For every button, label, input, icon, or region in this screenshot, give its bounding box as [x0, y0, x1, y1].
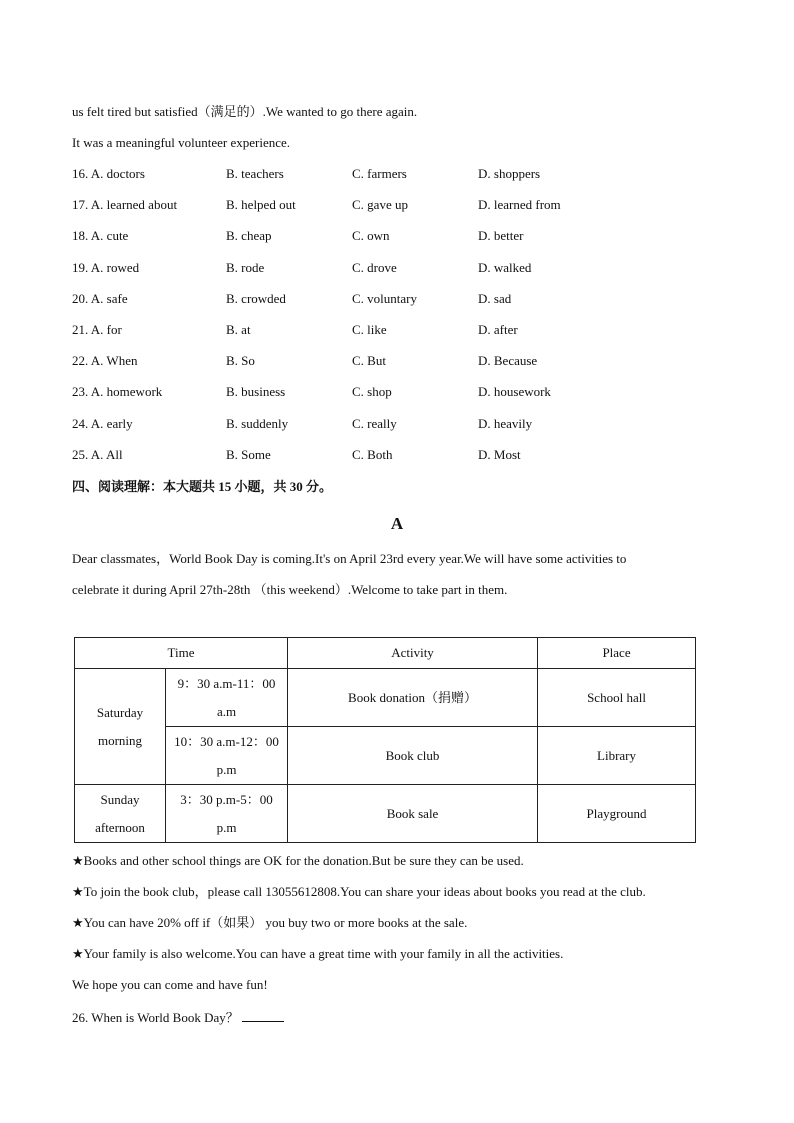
- table-row: [75, 669, 696, 727]
- option-b: B. rode: [226, 260, 265, 275]
- option-d: D. Because: [478, 353, 538, 368]
- option-a: 25. A. All: [72, 447, 123, 462]
- place-cell: Library: [538, 727, 696, 785]
- activity-schedule-table: [74, 637, 696, 843]
- option-d: D. sad: [478, 291, 512, 306]
- option-a: 16. A. doctors: [72, 166, 145, 181]
- table-header-row: [75, 638, 696, 669]
- option-d: D. after: [478, 322, 518, 337]
- table-row: [75, 727, 696, 785]
- table-row: [75, 785, 696, 843]
- note-family: ★Your family is also welcome.You can have a great time with your family in all the activities.: [72, 946, 564, 961]
- option-d: D. Most: [478, 447, 521, 462]
- option-d: D. learned from: [478, 197, 561, 212]
- activity-cell: Book club: [288, 727, 538, 785]
- option-c: C. shop: [352, 384, 392, 399]
- option-d: D. walked: [478, 260, 532, 275]
- option-c: C. farmers: [352, 166, 407, 181]
- option-c: C. voluntary: [352, 291, 417, 306]
- time-cell: 9：30 a.m-11：00 a.m: [166, 669, 288, 727]
- answer-blank[interactable]: [242, 1009, 284, 1022]
- option-a: 17. A. learned about: [72, 197, 178, 212]
- time-cell: 3：30 p.m-5：00 p.m: [166, 785, 288, 843]
- header-place: Place: [538, 638, 696, 669]
- option-b: B. at: [226, 322, 251, 337]
- header-time: Time: [75, 638, 288, 669]
- option-b: B. cheap: [226, 228, 272, 243]
- option-c: C. gave up: [352, 197, 408, 212]
- option-c: C. own: [352, 228, 390, 243]
- header-activity: Activity: [288, 638, 538, 669]
- question-26-text: 26. When is World Book Day？: [72, 1010, 239, 1025]
- option-d: D. better: [478, 228, 524, 243]
- note-donation: ★Books and other school things are OK for the donation.But be sure they can be used.: [72, 853, 524, 868]
- day-cell-saturday: Saturday morning: [75, 669, 166, 785]
- activity-cell: Book sale: [288, 785, 538, 843]
- passage-end-line-2: It was a meaningful volunteer experience.: [72, 135, 291, 150]
- option-c: C. really: [352, 416, 397, 431]
- option-c: C. But: [352, 353, 386, 368]
- option-c: C. like: [352, 322, 387, 337]
- section-heading: 四、阅读理解：本大题共 15 小题，共 30 分。: [72, 479, 333, 494]
- closing-line: We hope you can come and have fun!: [72, 977, 268, 992]
- option-d: D. housework: [478, 384, 551, 399]
- option-a: 22. A. When: [72, 353, 138, 368]
- option-a: 24. A. early: [72, 416, 133, 431]
- passage-title: A: [390, 514, 404, 533]
- option-d: D. shoppers: [478, 166, 541, 181]
- option-b: B. crowded: [226, 291, 286, 306]
- place-cell: School hall: [538, 669, 696, 727]
- option-b: B. teachers: [226, 166, 284, 181]
- question-26: [72, 1009, 284, 1026]
- option-c: C. drove: [352, 260, 397, 275]
- note-book-club: ★To join the book club，please call 13055612808.You can share your ideas about books you read at the club.: [72, 884, 646, 899]
- option-b: B. business: [226, 384, 286, 399]
- note-sale-discount: ★You can have 20% off if（如果） you buy two or more books at the sale.: [72, 915, 468, 930]
- activity-cell: Book donation（捐赠）: [288, 669, 538, 727]
- time-cell: 10：30 a.m-12：00 p.m: [166, 727, 288, 785]
- option-c: C. Both: [352, 447, 393, 462]
- place-cell: Playground: [538, 785, 696, 843]
- passage-end-line-1: us felt tired but satisfied（满足的）.We wanted to go there again.: [72, 104, 418, 119]
- day-cell-sunday: Sunday afternoon: [75, 785, 166, 843]
- option-d: D. heavily: [478, 416, 533, 431]
- option-a: 21. A. for: [72, 322, 122, 337]
- option-a: 18. A. cute: [72, 228, 129, 243]
- option-a: 20. A. safe: [72, 291, 128, 306]
- option-a: 23. A. homework: [72, 384, 163, 399]
- option-b: B. helped out: [226, 197, 296, 212]
- intro-line-1: Dear classmates，World Book Day is coming.It's on April 23rd every year.We will have some activities to: [72, 551, 627, 566]
- option-b: B. Some: [226, 447, 271, 462]
- option-a: 19. A. rowed: [72, 260, 140, 275]
- intro-line-2: celebrate it during April 27th-28th （this weekend）.Welcome to take part in them.: [72, 582, 508, 597]
- option-b: B. So: [226, 353, 255, 368]
- option-b: B. suddenly: [226, 416, 289, 431]
